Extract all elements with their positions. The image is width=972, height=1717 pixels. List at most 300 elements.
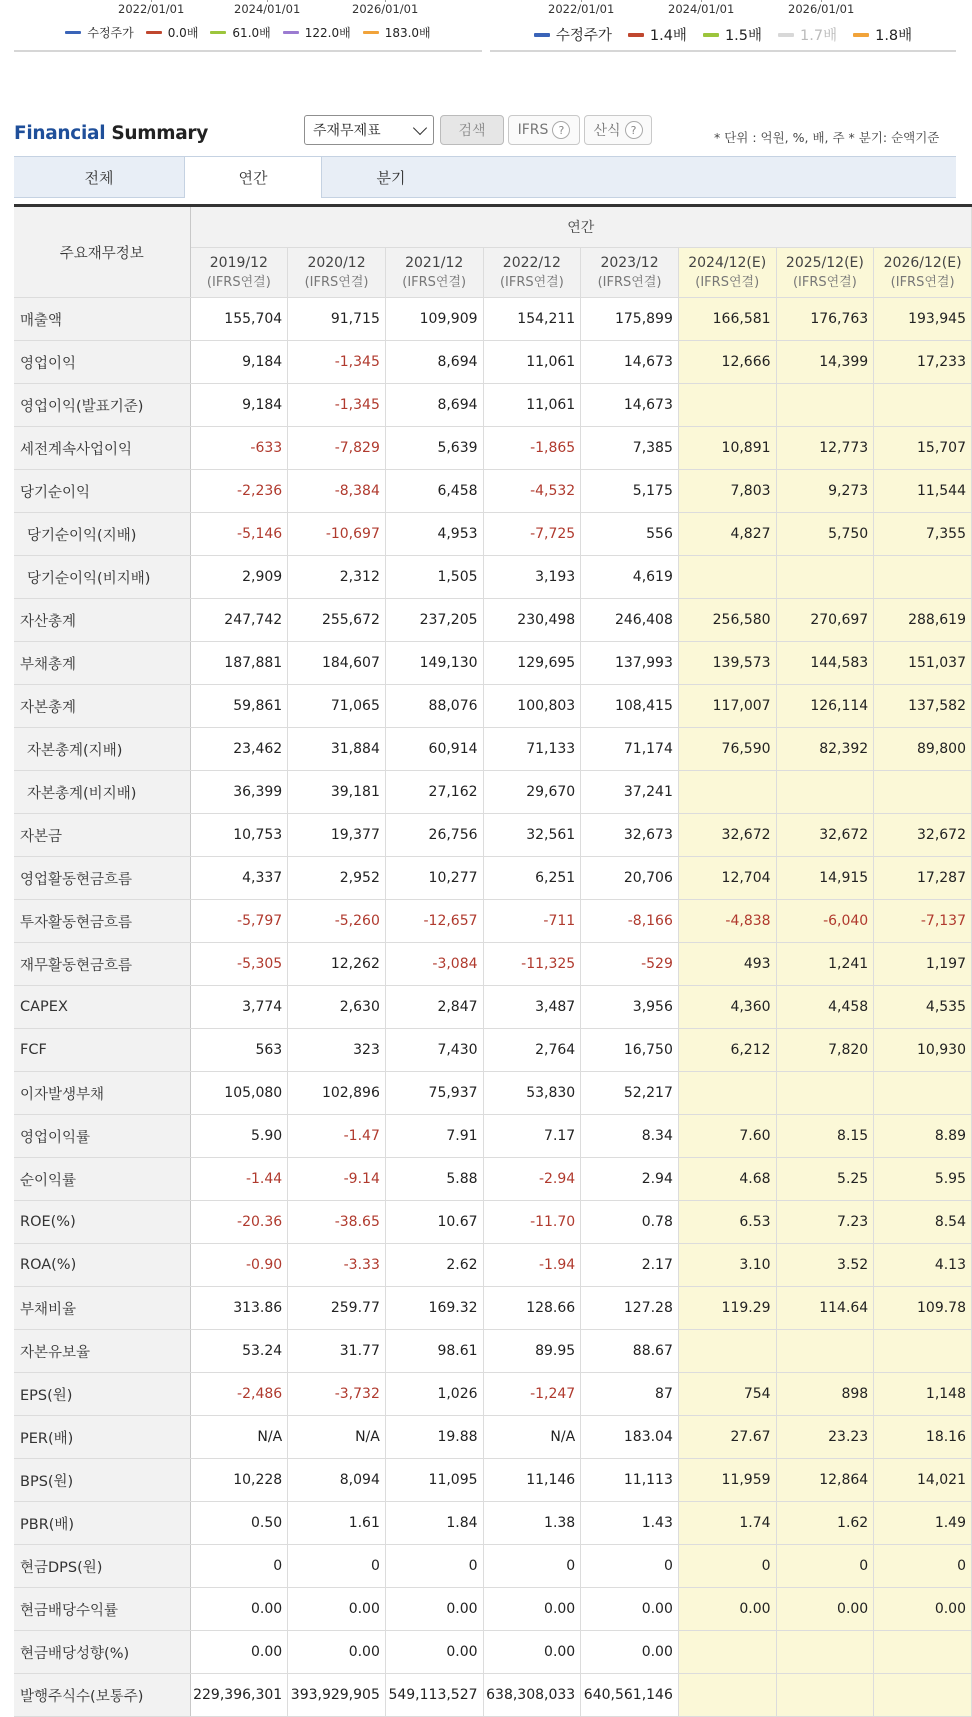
table-row xyxy=(14,1588,972,1631)
legend-label: 1.8배 xyxy=(875,28,913,44)
table-cell: -1,345 xyxy=(288,384,386,427)
period-tabs xyxy=(14,156,956,198)
table-cell: 1.74 xyxy=(678,1502,776,1545)
table-cell: 2.17 xyxy=(581,1244,679,1287)
table-cell: 0.00 xyxy=(776,1588,874,1631)
table-cell: 119.29 xyxy=(678,1287,776,1330)
x-axis-ticks xyxy=(14,2,482,18)
period-basis: (IFRS연결) xyxy=(597,274,662,290)
table-cell: 4,535 xyxy=(874,986,972,1029)
table-cell: -2,236 xyxy=(190,470,288,513)
table-row xyxy=(14,1373,972,1416)
period-header xyxy=(385,248,483,298)
table-cell: 1,026 xyxy=(385,1373,483,1416)
legend-swatch xyxy=(283,31,299,34)
table-cell: 288,619 xyxy=(874,599,972,642)
row-label: ROA(%) xyxy=(14,1244,190,1287)
table-cell: -11,325 xyxy=(483,943,581,986)
table-cell: 10,930 xyxy=(874,1029,972,1072)
table-row xyxy=(14,1072,972,1115)
table-cell: -1,345 xyxy=(288,341,386,384)
table-cell: 0 xyxy=(776,1545,874,1588)
table-cell xyxy=(776,1330,874,1373)
table-cell: 0 xyxy=(581,1545,679,1588)
table-cell: 6,212 xyxy=(678,1029,776,1072)
table-cell: 638,308,033 xyxy=(483,1674,581,1717)
table-cell: 0 xyxy=(483,1545,581,1588)
table-cell: 166,581 xyxy=(678,298,776,341)
table-cell: 60,914 xyxy=(385,728,483,771)
legend-label: 1.5배 xyxy=(724,28,763,44)
chart-legend-strip-left xyxy=(14,0,482,52)
table-cell: 5.95 xyxy=(874,1158,972,1201)
row-label: 부채총계 xyxy=(14,642,190,685)
table-cell: 12,864 xyxy=(776,1459,874,1502)
period-label: 2019/12 xyxy=(209,254,268,271)
table-cell: -6,040 xyxy=(776,900,874,943)
table-cell: 14,673 xyxy=(581,341,679,384)
row-label: CAPEX xyxy=(14,986,190,1029)
table-cell: -11.70 xyxy=(483,1201,581,1244)
table-cell: 7,355 xyxy=(874,513,972,556)
legend-label: 1.4배 xyxy=(649,28,687,44)
table-cell: 14,915 xyxy=(776,857,874,900)
table-cell: -12,657 xyxy=(385,900,483,943)
row-label: 이자발생부채 xyxy=(14,1072,190,1115)
table-cell: 10,228 xyxy=(190,1459,288,1502)
table-cell xyxy=(874,556,972,599)
legend-swatch xyxy=(146,31,162,34)
table-row xyxy=(14,1029,972,1072)
table-cell: 255,672 xyxy=(288,599,386,642)
table-cell: 37,241 xyxy=(581,771,679,814)
x-tick-label: 2024/01/01 xyxy=(234,2,301,16)
table-row xyxy=(14,1115,972,1158)
table-cell: 4.68 xyxy=(678,1158,776,1201)
table-cell: 88.67 xyxy=(581,1330,679,1373)
table-cell: 10,753 xyxy=(190,814,288,857)
table-cell: 9,273 xyxy=(776,470,874,513)
legend-item[interactable] xyxy=(628,24,687,45)
table-row xyxy=(14,1674,972,1717)
table-cell: -4,532 xyxy=(483,470,581,513)
table-cell: 53.24 xyxy=(190,1330,288,1373)
table-cell: -5,305 xyxy=(190,943,288,986)
row-label: 당기순이익(비지배) xyxy=(14,556,190,599)
table-cell: 18.16 xyxy=(874,1416,972,1459)
table-cell: 155,704 xyxy=(190,298,288,341)
table-cell: -1.47 xyxy=(288,1115,386,1158)
table-cell: -633 xyxy=(190,427,288,470)
table-cell: 640,561,146 xyxy=(581,1674,679,1717)
table-cell: 183.04 xyxy=(581,1416,679,1459)
table-cell: 0.00 xyxy=(581,1631,679,1674)
table-row xyxy=(14,685,972,728)
table-cell: 16,750 xyxy=(581,1029,679,1072)
table-cell: 88,076 xyxy=(385,685,483,728)
table-row xyxy=(14,1201,972,1244)
table-cell xyxy=(678,1330,776,1373)
table-cell: 39,181 xyxy=(288,771,386,814)
period-label: 2021/12 xyxy=(405,254,464,271)
table-row xyxy=(14,771,972,814)
row-label: 자본총계(지배) xyxy=(14,728,190,771)
table-cell: 14,673 xyxy=(581,384,679,427)
table-cell: 7,820 xyxy=(776,1029,874,1072)
row-label: PBR(배) xyxy=(14,1502,190,1545)
x-tick-label: 2026/01/01 xyxy=(352,2,419,16)
legend-item[interactable] xyxy=(65,24,133,41)
legend-item[interactable] xyxy=(778,24,837,45)
table-cell: 137,582 xyxy=(874,685,972,728)
table-cell: 898 xyxy=(776,1373,874,1416)
table-cell: 108,415 xyxy=(581,685,679,728)
legend-item[interactable] xyxy=(146,24,199,41)
table-cell: 11,061 xyxy=(483,384,581,427)
table-cell: 0.00 xyxy=(581,1588,679,1631)
period-label: 2025/12(E) xyxy=(785,254,864,271)
table-cell: 7,430 xyxy=(385,1029,483,1072)
table-cell: 105,080 xyxy=(190,1072,288,1115)
table-cell: 127.28 xyxy=(581,1287,679,1330)
period-label: 2026/12(E) xyxy=(883,254,962,271)
table-cell: 31.77 xyxy=(288,1330,386,1373)
table-cell: -7,829 xyxy=(288,427,386,470)
table-cell: 7.17 xyxy=(483,1115,581,1158)
table-cell: 5,750 xyxy=(776,513,874,556)
table-cell: 100,803 xyxy=(483,685,581,728)
table-cell: 126,114 xyxy=(776,685,874,728)
period-header xyxy=(288,248,386,298)
table-cell: 5.90 xyxy=(190,1115,288,1158)
legend-swatch xyxy=(65,31,81,34)
row-label: 영업이익 xyxy=(14,341,190,384)
table-cell: -7,137 xyxy=(874,900,972,943)
table-cell: 1,148 xyxy=(874,1373,972,1416)
chart-legend xyxy=(490,24,956,45)
table-cell: 0.00 xyxy=(385,1588,483,1631)
row-label: EPS(원) xyxy=(14,1373,190,1416)
table-cell: 32,672 xyxy=(678,814,776,857)
period-basis: (IFRS연결) xyxy=(792,274,857,290)
table-cell: 1.62 xyxy=(776,1502,874,1545)
chart-legend-strip-right xyxy=(490,0,956,52)
row-label: 영업이익(발표기준) xyxy=(14,384,190,427)
table-cell: 7,385 xyxy=(581,427,679,470)
period-basis: (IFRS연결) xyxy=(402,274,467,290)
table-cell: -2,486 xyxy=(190,1373,288,1416)
table-cell xyxy=(776,1631,874,1674)
legend-swatch xyxy=(534,33,550,37)
table-cell: 0.00 xyxy=(678,1588,776,1631)
table-cell: 11,061 xyxy=(483,341,581,384)
table-cell: 187,881 xyxy=(190,642,288,685)
table-cell: 0.00 xyxy=(190,1631,288,1674)
legend-item[interactable] xyxy=(363,24,431,41)
period-basis: (IFRS연결) xyxy=(499,274,564,290)
table-cell: -3.33 xyxy=(288,1244,386,1287)
table-cell: 2.94 xyxy=(581,1158,679,1201)
table-cell: 2.62 xyxy=(385,1244,483,1287)
table-cell: 139,573 xyxy=(678,642,776,685)
table-cell: -4,838 xyxy=(678,900,776,943)
table-cell: 1.61 xyxy=(288,1502,386,1545)
table-cell: -8,166 xyxy=(581,900,679,943)
table-cell: 3,193 xyxy=(483,556,581,599)
table-cell: -38.65 xyxy=(288,1201,386,1244)
table-cell: 4,337 xyxy=(190,857,288,900)
tab-all[interactable]: 전체 xyxy=(84,168,114,187)
table-cell: 76,590 xyxy=(678,728,776,771)
table-cell: 71,065 xyxy=(288,685,386,728)
table-cell: 8.54 xyxy=(874,1201,972,1244)
formula-help-button[interactable] xyxy=(584,115,652,145)
financial-summary-table xyxy=(14,204,972,1717)
table-cell: 32,672 xyxy=(874,814,972,857)
table-cell xyxy=(874,1330,972,1373)
table-row xyxy=(14,814,972,857)
table-cell: 754 xyxy=(678,1373,776,1416)
period-label: 2024/12(E) xyxy=(688,254,767,271)
legend-item[interactable] xyxy=(283,24,351,41)
legend-label: 1.7배 xyxy=(800,28,838,44)
table-cell: 26,756 xyxy=(385,814,483,857)
period-basis: (IFRS연결) xyxy=(304,274,369,290)
legend-swatch xyxy=(210,31,226,34)
table-cell: -9.14 xyxy=(288,1158,386,1201)
title-summary: Summary xyxy=(105,123,209,144)
legend-swatch xyxy=(363,31,379,34)
row-label: ROE(%) xyxy=(14,1201,190,1244)
x-tick-label: 2026/01/01 xyxy=(788,2,855,16)
period-header xyxy=(678,248,776,298)
table-cell: 31,884 xyxy=(288,728,386,771)
table-cell: 3.10 xyxy=(678,1244,776,1287)
table-cell: 0.00 xyxy=(288,1631,386,1674)
row-label: 자산총계 xyxy=(14,599,190,642)
table-cell: 8.89 xyxy=(874,1115,972,1158)
table-cell xyxy=(776,1674,874,1717)
row-label: 당기순이익(지배) xyxy=(14,513,190,556)
row-label: 세전계속사업이익 xyxy=(14,427,190,470)
statement-type-select[interactable] xyxy=(304,115,434,145)
table-cell: -1,247 xyxy=(483,1373,581,1416)
table-cell xyxy=(874,1072,972,1115)
table-row xyxy=(14,1287,972,1330)
table-cell: 7.60 xyxy=(678,1115,776,1158)
row-label: PER(배) xyxy=(14,1416,190,1459)
x-axis-ticks xyxy=(490,2,956,18)
table-cell: -3,084 xyxy=(385,943,483,986)
row-label: 현금배당수익률 xyxy=(14,1588,190,1631)
row-label: 재무활동현금흐름 xyxy=(14,943,190,986)
table-cell: 8.15 xyxy=(776,1115,874,1158)
table-cell: 32,673 xyxy=(581,814,679,857)
legend-item[interactable] xyxy=(534,24,612,45)
table-cell: 1.43 xyxy=(581,1502,679,1545)
table-cell: 0 xyxy=(874,1545,972,1588)
table-cell: 7.91 xyxy=(385,1115,483,1158)
table-cell: 4,619 xyxy=(581,556,679,599)
table-cell: 176,763 xyxy=(776,298,874,341)
period-basis: (IFRS연결) xyxy=(890,274,955,290)
table-cell xyxy=(678,1072,776,1115)
period-label: 2022/12 xyxy=(502,254,561,271)
table-cell: 8,694 xyxy=(385,384,483,427)
table-cell: 144,583 xyxy=(776,642,874,685)
table-cell: -3,732 xyxy=(288,1373,386,1416)
row-label: 자본금 xyxy=(14,814,190,857)
table-cell: 17,233 xyxy=(874,341,972,384)
table-cell: 230,498 xyxy=(483,599,581,642)
table-cell: 549,113,527 xyxy=(385,1674,483,1717)
table-cell: 0.00 xyxy=(288,1588,386,1631)
table-cell: 11,095 xyxy=(385,1459,483,1502)
table-cell xyxy=(678,1631,776,1674)
table-row xyxy=(14,556,972,599)
table-cell: 11,146 xyxy=(483,1459,581,1502)
legend-swatch xyxy=(778,33,794,37)
legend-label: 0.0배 xyxy=(167,26,199,40)
table-cell: 256,580 xyxy=(678,599,776,642)
table-cell: 10,277 xyxy=(385,857,483,900)
table-cell: 12,773 xyxy=(776,427,874,470)
legend-label: 61.0배 xyxy=(232,26,271,40)
table-cell: 2,312 xyxy=(288,556,386,599)
table-cell: 98.61 xyxy=(385,1330,483,1373)
table-cell: 2,764 xyxy=(483,1029,581,1072)
legend-swatch xyxy=(703,33,719,37)
legend-item[interactable] xyxy=(210,24,270,41)
table-cell: 36,399 xyxy=(190,771,288,814)
table-cell xyxy=(776,771,874,814)
table-cell: 52,217 xyxy=(581,1072,679,1115)
legend-swatch xyxy=(628,33,644,37)
table-cell: -0.90 xyxy=(190,1244,288,1287)
question-mark-icon: ? xyxy=(552,121,570,139)
table-cell: 5,639 xyxy=(385,427,483,470)
table-cell: 82,392 xyxy=(776,728,874,771)
legend-label: 수정주가 xyxy=(555,28,612,44)
table-cell: 237,205 xyxy=(385,599,483,642)
table-row xyxy=(14,341,972,384)
table-cell: 313.86 xyxy=(190,1287,288,1330)
financial-summary-header xyxy=(14,112,956,152)
table-row xyxy=(14,1459,972,1502)
table-cell xyxy=(874,384,972,427)
table-cell: 53,830 xyxy=(483,1072,581,1115)
search-button[interactable] xyxy=(440,115,504,145)
table-cell: 5.25 xyxy=(776,1158,874,1201)
table-cell: 5.88 xyxy=(385,1158,483,1201)
table-row xyxy=(14,427,972,470)
row-header: 주요재무정보 xyxy=(14,206,190,298)
table-cell: -5,797 xyxy=(190,900,288,943)
table-row xyxy=(14,728,972,771)
row-label: 순이익률 xyxy=(14,1158,190,1201)
table-cell: 91,715 xyxy=(288,298,386,341)
table-cell: 2,847 xyxy=(385,986,483,1029)
table-cell: 0.00 xyxy=(190,1588,288,1631)
table-cell: 8,094 xyxy=(288,1459,386,1502)
table-cell: 149,130 xyxy=(385,642,483,685)
table-cell xyxy=(678,384,776,427)
table-row xyxy=(14,857,972,900)
table-cell: 1.49 xyxy=(874,1502,972,1545)
table-cell: 137,993 xyxy=(581,642,679,685)
search-button-label: 검색 xyxy=(458,123,486,139)
row-label: BPS(원) xyxy=(14,1459,190,1502)
table-cell: 71,174 xyxy=(581,728,679,771)
legend-swatch xyxy=(853,33,869,37)
table-row xyxy=(14,900,972,943)
table-cell: 75,937 xyxy=(385,1072,483,1115)
tab-quarterly[interactable]: 분기 xyxy=(376,168,406,187)
legend-item[interactable] xyxy=(703,24,762,45)
table-cell: 6,458 xyxy=(385,470,483,513)
table-cell: N/A xyxy=(483,1416,581,1459)
x-tick-label: 2024/01/01 xyxy=(668,2,735,16)
table-cell: 259.77 xyxy=(288,1287,386,1330)
table-cell xyxy=(678,556,776,599)
table-row xyxy=(14,599,972,642)
table-cell: 114.64 xyxy=(776,1287,874,1330)
table-cell: -1,865 xyxy=(483,427,581,470)
table-row xyxy=(14,943,972,986)
table-cell: 154,211 xyxy=(483,298,581,341)
table-cell xyxy=(874,1674,972,1717)
tab-annual[interactable]: 연간 xyxy=(184,157,322,198)
table-cell: 23.23 xyxy=(776,1416,874,1459)
table-cell: 4.13 xyxy=(874,1244,972,1287)
table-cell xyxy=(874,1631,972,1674)
table-cell: 19,377 xyxy=(288,814,386,857)
ifrs-button-label: IFRS xyxy=(517,122,549,138)
table-cell: 1.84 xyxy=(385,1502,483,1545)
table-cell: 87 xyxy=(581,1373,679,1416)
row-label: 매출액 xyxy=(14,298,190,341)
row-label: 당기순이익 xyxy=(14,470,190,513)
table-cell xyxy=(678,1674,776,1717)
table-cell: 19.88 xyxy=(385,1416,483,1459)
table-cell: N/A xyxy=(190,1416,288,1459)
section-title xyxy=(14,123,208,144)
period-label: 2020/12 xyxy=(307,254,366,271)
table-cell: 1,197 xyxy=(874,943,972,986)
table-cell: 175,899 xyxy=(581,298,679,341)
table-cell: 8.34 xyxy=(581,1115,679,1158)
table-cell: 270,697 xyxy=(776,599,874,642)
table-cell: 12,666 xyxy=(678,341,776,384)
x-tick-label: 2022/01/01 xyxy=(548,2,615,16)
table-cell: 32,672 xyxy=(776,814,874,857)
period-header xyxy=(190,248,288,298)
table-cell: 11,959 xyxy=(678,1459,776,1502)
table-cell: 12,262 xyxy=(288,943,386,986)
table-row xyxy=(14,1631,972,1674)
period-basis: (IFRS연결) xyxy=(695,274,760,290)
table-cell: 0.00 xyxy=(483,1631,581,1674)
table-cell: -711 xyxy=(483,900,581,943)
table-row xyxy=(14,384,972,427)
legend-item[interactable] xyxy=(853,24,912,45)
table-cell: 1.38 xyxy=(483,1502,581,1545)
table-cell: -8,384 xyxy=(288,470,386,513)
unit-note: * 단위 : 억원, %, 배, 주 * 분기: 순액기준 xyxy=(714,130,940,145)
table-cell: 11,113 xyxy=(581,1459,679,1502)
table-row xyxy=(14,642,972,685)
ifrs-help-button[interactable] xyxy=(508,115,580,145)
